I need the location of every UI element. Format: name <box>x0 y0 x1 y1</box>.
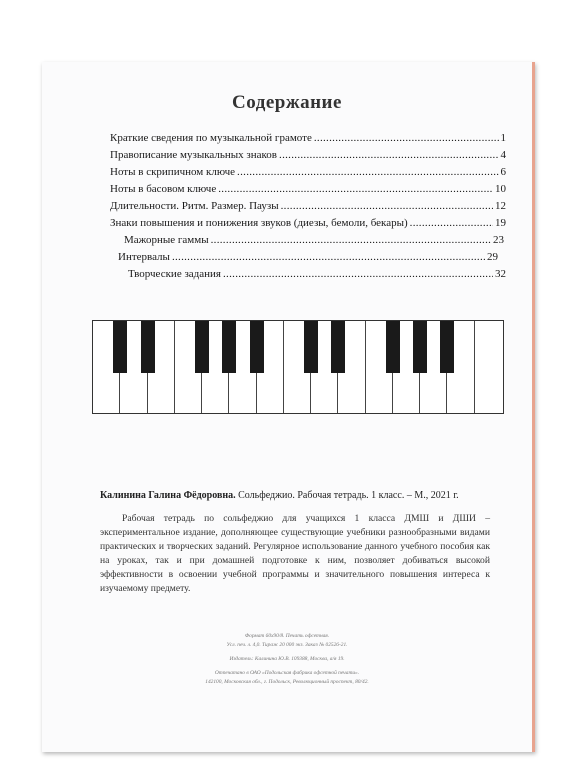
toc-item-label: Интервалы <box>118 251 170 263</box>
toc-item-label: Знаки повышения и понижения звуков (диезы, бемоли, бекары) <box>110 217 408 229</box>
toc-item <box>110 217 506 229</box>
toc-item-label: Длительности. Ритм. Размер. Паузы <box>110 200 279 212</box>
toc-item <box>124 234 504 246</box>
toc-item <box>110 166 506 178</box>
toc-item-label: Мажорные гаммы <box>124 234 209 246</box>
toc-item-page: 32 <box>495 268 506 280</box>
toc-item-page: 29 <box>487 251 498 263</box>
black-key <box>413 321 427 373</box>
book-citation: Сольфеджио. Рабочая тетрадь. 1 класс. – М., 2021 г. <box>238 490 459 501</box>
toc-item-label: Ноты в басовом ключе <box>110 183 217 195</box>
black-key <box>386 321 400 373</box>
imprint-publisher: Издатель: Калинина Ю.В. 109388, Москва, а/я 19. <box>229 656 345 662</box>
page-title: Содержание <box>232 92 342 113</box>
toc-item <box>118 251 498 263</box>
toc-leader-dots <box>211 234 491 246</box>
toc-item-label: Ноты в скрипичном ключе <box>110 166 236 178</box>
toc-item <box>128 268 506 280</box>
imprint-address: 142100, Московская обл., г. Подольск, Революционный проспект, 80/42. <box>205 679 369 685</box>
imprint-volume: Усл. печ. л. 4,0. Тираж 20 000 экз. Заказ № 02526-21. <box>226 642 348 648</box>
toc-item-page: 23 <box>493 234 504 246</box>
black-key <box>195 321 209 373</box>
toc-item <box>110 183 506 195</box>
imprint-printer: Отпечатано в ОАО «Подольская фабрика офсетной печати». <box>214 670 360 676</box>
black-key <box>331 321 345 373</box>
toc-leader-dots <box>279 149 498 161</box>
black-key <box>222 321 236 373</box>
toc-item-page: 12 <box>495 200 506 212</box>
black-key <box>304 321 318 373</box>
toc-item-label: Творческие задания <box>128 268 221 280</box>
author-name: Калинина Галина Фёдоровна. <box>100 490 236 501</box>
black-key <box>440 321 454 373</box>
toc-item-page: 10 <box>495 183 506 195</box>
imprint-block <box>42 632 532 687</box>
workbook-back-cover <box>42 62 535 752</box>
toc-leader-dots <box>223 268 493 280</box>
toc-item <box>110 200 506 212</box>
toc-leader-dots <box>314 132 499 144</box>
toc-item <box>110 132 506 144</box>
piano-keyboard-illustration <box>92 320 504 414</box>
toc-leader-dots <box>410 217 493 229</box>
toc-item-page: 1 <box>500 132 506 144</box>
toc-item-label: Правописание музыкальных знаков <box>110 149 278 161</box>
book-description: Рабочая тетрадь по сольфеджио для учащихся 1 класса ДМШ и ДШИ – экспериментальное издание, дополняющее существующие учебники разнообразными видами практических и творческих заданий. Регулярное использование данного учебного пособия как на уроках, так и при домашней подготовке к ним, позволяет добиваться высокой эффективности в освоении учебной программы и значительного повышения интереса к изучаемому предмету. <box>100 513 490 594</box>
toc-item-page: 4 <box>500 149 506 161</box>
black-key <box>141 321 155 373</box>
imprint-format: Формат 60х90/8. Печать офсетная. <box>244 633 330 639</box>
toc-item <box>110 149 506 161</box>
toc-item-page: 6 <box>500 166 506 178</box>
author-citation <box>100 490 530 501</box>
black-key <box>250 321 264 373</box>
toc-leader-dots <box>172 251 485 263</box>
toc-item-page: 19 <box>495 217 506 229</box>
black-key <box>113 321 127 373</box>
toc-leader-dots <box>237 166 498 178</box>
toc-leader-dots <box>281 200 493 212</box>
toc-item-label: Краткие сведения по музыкальной грамоте <box>110 132 312 144</box>
toc-leader-dots <box>218 183 493 195</box>
